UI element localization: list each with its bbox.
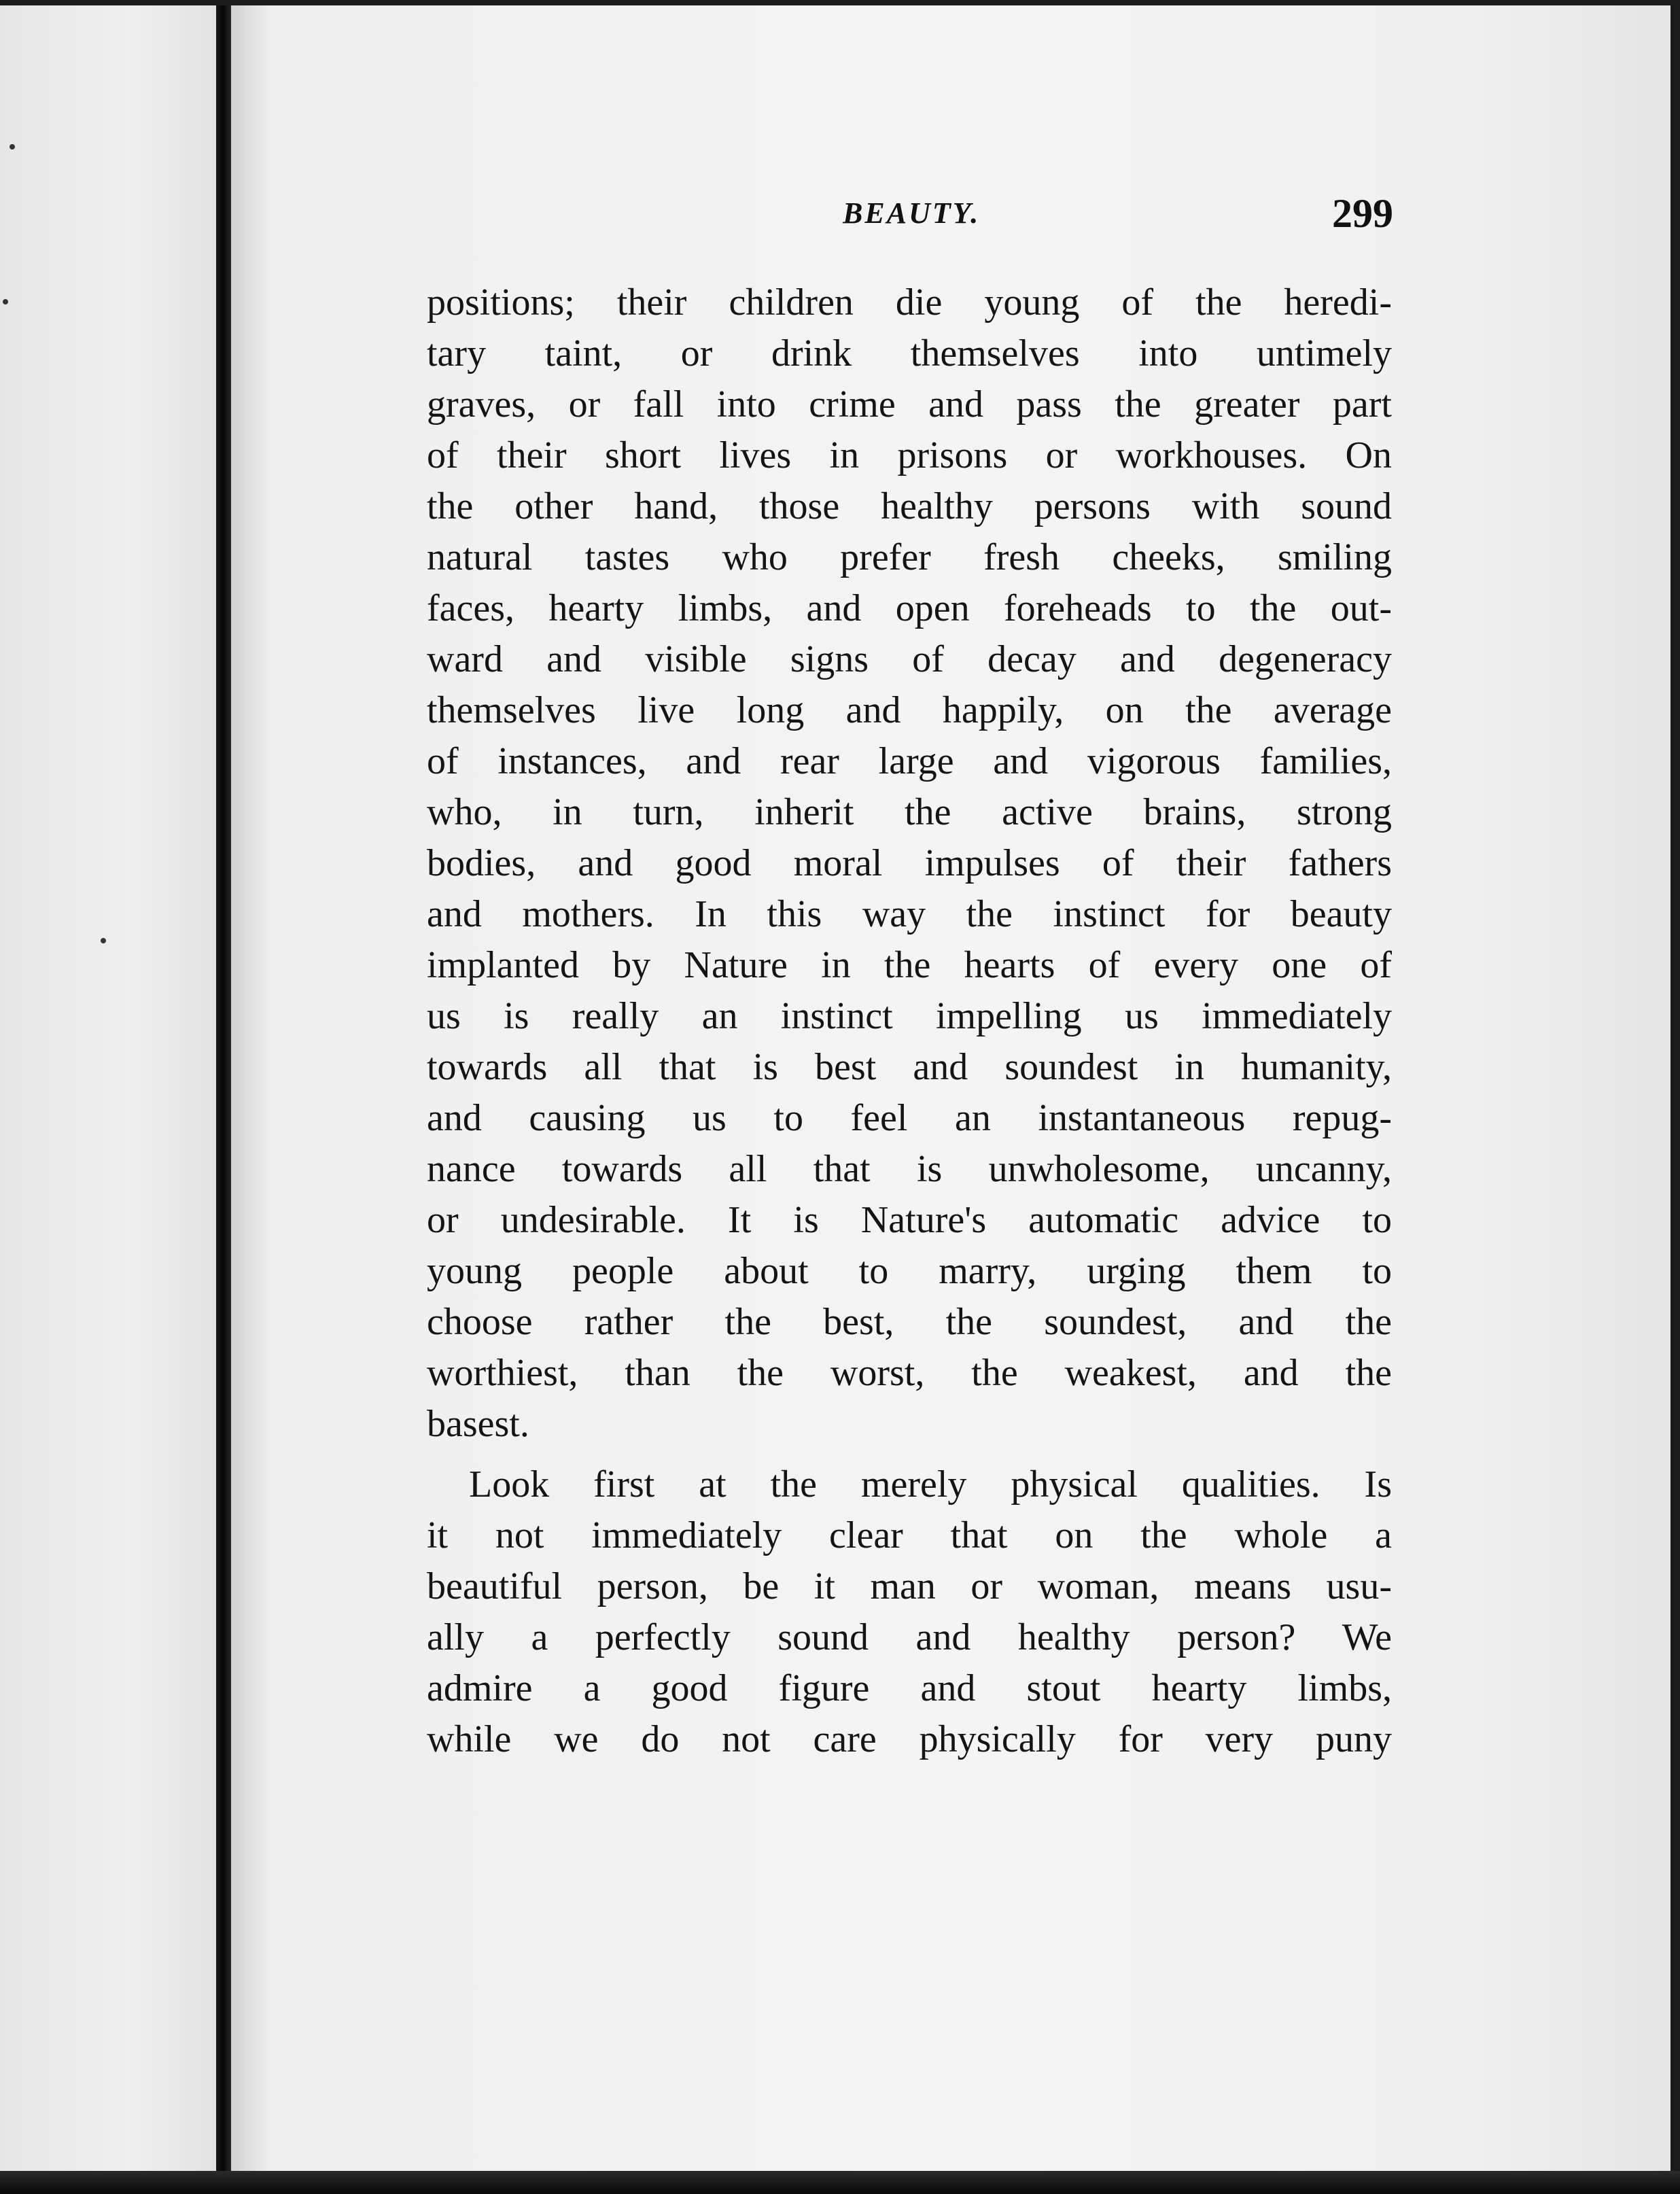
page-gutter xyxy=(216,0,231,2194)
text-line: who, in turn, inherit the active brains, strong xyxy=(427,791,1392,833)
text-line: young people about to marry, urging them to xyxy=(427,1250,1392,1292)
text-line: while we do not care physically for very puny xyxy=(427,1718,1392,1760)
page-number: 299 xyxy=(1332,191,1393,236)
text-line: choose rather the best, the soundest, and the xyxy=(427,1301,1392,1343)
running-head-title: BEAUTY. xyxy=(843,196,981,230)
text-line: nance towards all that is unwholesome, uncanny, xyxy=(427,1148,1392,1190)
text-line: beautiful person, be it man or woman, means usu- xyxy=(427,1565,1392,1607)
text-line: or undesirable. It is Nature's automatic advice to xyxy=(427,1199,1392,1241)
ink-speck xyxy=(3,299,8,304)
text-line: positions; their children die young of the heredi- xyxy=(427,281,1392,324)
page-bottom-edge xyxy=(0,2171,1680,2194)
text-line: towards all that is best and soundest in humanity, xyxy=(427,1046,1392,1088)
text-line: and mothers. In this way the instinct for beauty xyxy=(427,893,1392,935)
text-line: us is really an instinct impelling us immediately xyxy=(427,995,1392,1037)
text-line: ward and visible signs of decay and degeneracy xyxy=(427,638,1392,680)
text-line: ally a perfectly sound and healthy person? We xyxy=(427,1616,1392,1658)
text-line: of instances, and rear large and vigorous families, xyxy=(427,740,1392,782)
paragraph xyxy=(427,277,1392,1450)
text-line: admire a good figure and stout hearty limbs, xyxy=(427,1667,1392,1709)
text-line: implanted by Nature in the hearts of every one of xyxy=(427,944,1392,986)
text-line: faces, hearty limbs, and open foreheads to the out- xyxy=(427,587,1392,629)
page-right-edge xyxy=(1670,0,1680,2194)
ink-speck xyxy=(10,144,15,150)
page-top-edge xyxy=(0,0,1680,5)
ink-speck xyxy=(101,938,106,943)
text-line: basest. xyxy=(427,1403,529,1445)
text-line: natural tastes who prefer fresh cheeks, smiling xyxy=(427,536,1392,578)
text-line: themselves live long and happily, on the average xyxy=(427,689,1392,731)
text-line: worthiest, than the worst, the weakest, and the xyxy=(427,1352,1392,1394)
gutter-shadow xyxy=(231,0,272,2194)
text-line: tary taint, or drink themselves into untimely xyxy=(427,332,1392,375)
text-line: and causing us to feel an instantaneous repug- xyxy=(427,1097,1392,1139)
body-text xyxy=(427,277,1392,1765)
running-head xyxy=(421,191,1393,250)
text-line: of their short lives in prisons or workhouses. On xyxy=(427,434,1392,476)
previous-page-edge xyxy=(0,0,216,2194)
text-line: the other hand, those healthy persons with sound xyxy=(427,485,1392,527)
text-line: Look first at the merely physical qualities. Is xyxy=(469,1463,1392,1505)
text-line: graves, or fall into crime and pass the greater part xyxy=(427,383,1392,425)
paragraph-gap xyxy=(427,1450,1392,1459)
text-line: it not immediately clear that on the whole a xyxy=(427,1514,1392,1556)
paragraph xyxy=(427,1459,1392,1765)
text-line: bodies, and good moral impulses of their fathers xyxy=(427,842,1392,884)
